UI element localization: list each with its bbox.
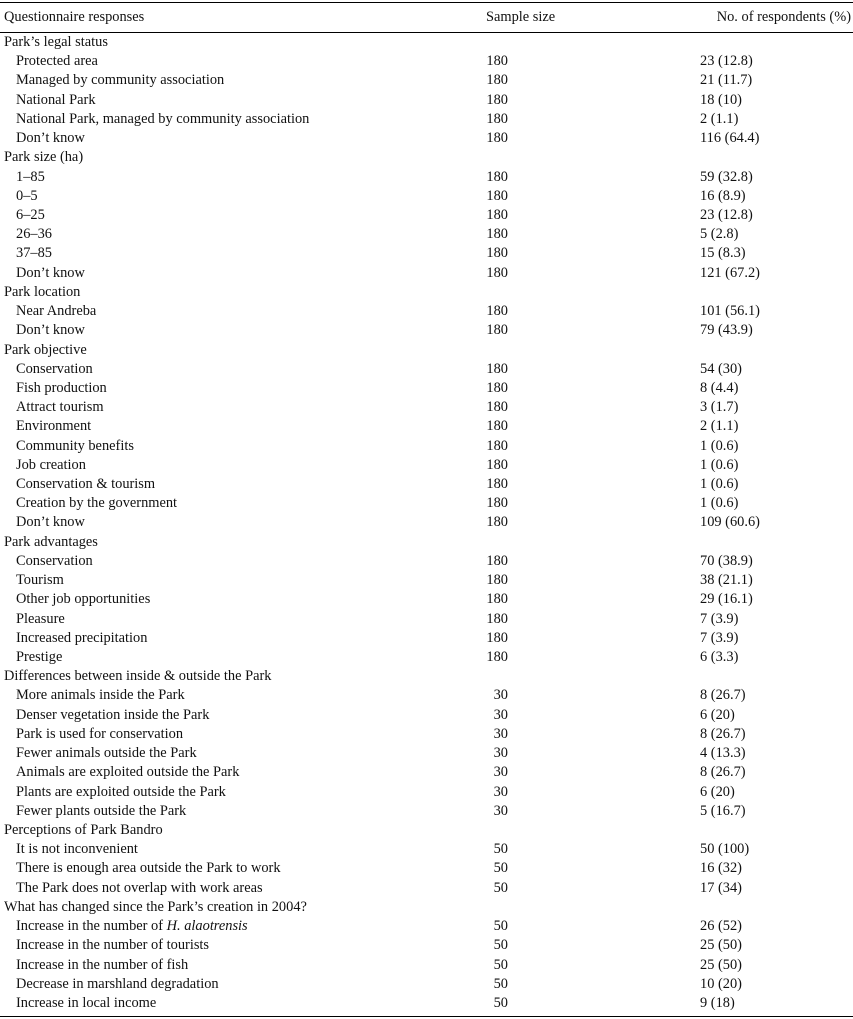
response-label xyxy=(16,513,85,532)
table-row xyxy=(0,917,853,936)
sample-size-cell: 180 xyxy=(486,130,508,147)
section-label xyxy=(4,898,307,917)
table-row xyxy=(0,725,853,744)
section-label xyxy=(4,148,83,167)
respondents-cell: 79 (43.9) xyxy=(700,322,753,339)
response-label-text: Increase in the number of tourists xyxy=(16,937,210,954)
response-label xyxy=(16,840,138,859)
table-row xyxy=(0,302,853,321)
response-label-text: Fish production xyxy=(16,379,107,396)
table-row xyxy=(0,187,853,206)
respondents-cell: 54 (30) xyxy=(700,360,742,377)
table-row xyxy=(0,206,853,225)
table-bottom-rule xyxy=(0,1016,853,1017)
sample-size-cell: 180 xyxy=(486,379,508,396)
respondents-cell: 15 (8.3) xyxy=(700,245,746,262)
respondents-cell: 25 (50) xyxy=(700,937,742,954)
response-label-text: National Park, managed by community association xyxy=(16,110,310,127)
section-label xyxy=(4,33,108,52)
sample-size-cell: 50 xyxy=(493,937,508,954)
sample-size-cell: 180 xyxy=(486,110,508,127)
respondents-cell: 1 (0.6) xyxy=(700,456,739,473)
response-label-text: Park objective xyxy=(4,341,87,358)
respondents-cell: 8 (26.7) xyxy=(700,764,746,781)
response-label xyxy=(16,379,107,398)
respondents-cell: 101 (56.1) xyxy=(700,303,760,320)
response-label-text: More animals inside the Park xyxy=(16,687,185,704)
section-header-row xyxy=(0,283,853,302)
response-label-text: Fewer plants outside the Park xyxy=(16,802,187,819)
response-label xyxy=(16,302,96,321)
response-label xyxy=(16,648,62,667)
respondents-cell: 6 (20) xyxy=(700,783,735,800)
sample-size-cell: 180 xyxy=(486,552,508,569)
table-top-rule xyxy=(0,2,853,3)
table-row xyxy=(0,610,853,629)
sample-size-cell: 50 xyxy=(493,841,508,858)
response-label-text: Don’t know xyxy=(16,264,85,281)
response-label xyxy=(16,264,85,283)
respondents-cell: 2 (1.1) xyxy=(700,418,739,435)
respondents-cell: 21 (11.7) xyxy=(700,72,753,89)
section-header-row xyxy=(0,33,853,52)
respondents-cell: 8 (26.7) xyxy=(700,725,746,742)
response-label xyxy=(16,552,93,571)
response-label xyxy=(16,802,186,821)
table-row xyxy=(0,879,853,898)
response-label-text: Perceptions of Park Bandro xyxy=(4,821,163,838)
table-row xyxy=(0,129,853,148)
sample-size-cell: 30 xyxy=(493,764,508,781)
response-label xyxy=(16,398,104,417)
response-label xyxy=(16,763,239,782)
respondents-cell: 121 (67.2) xyxy=(700,264,760,281)
table-row xyxy=(0,513,853,532)
respondents-cell: 29 (16.1) xyxy=(700,591,753,608)
table-row xyxy=(0,417,853,436)
response-label-text: Increase in the number of fish xyxy=(16,956,189,973)
sample-size-cell: 180 xyxy=(486,572,508,589)
response-label xyxy=(16,168,45,187)
table-row xyxy=(0,379,853,398)
table-row xyxy=(0,494,853,513)
response-label-text: Park advantages xyxy=(4,533,98,550)
sample-size-cell: 180 xyxy=(486,399,508,416)
table-row xyxy=(0,71,853,90)
sample-size-cell: 30 xyxy=(493,745,508,762)
response-label xyxy=(16,590,150,609)
table-row xyxy=(0,552,853,571)
response-label xyxy=(16,52,98,71)
response-label xyxy=(16,129,85,148)
response-label-text: Other job opportunities xyxy=(16,591,151,608)
respondents-cell: 6 (20) xyxy=(700,706,735,723)
table-row xyxy=(0,360,853,379)
response-label-text: The Park does not overlap with work areas xyxy=(16,879,263,896)
sample-size-cell: 180 xyxy=(486,187,508,204)
section-header-row xyxy=(0,148,853,167)
respondents-cell: 26 (52) xyxy=(700,918,742,935)
response-label xyxy=(16,360,93,379)
response-label-text: Environment xyxy=(16,418,92,435)
sample-size-cell: 180 xyxy=(486,245,508,262)
response-label-text: Don’t know xyxy=(16,514,85,531)
respondents-cell: 70 (38.9) xyxy=(700,552,753,569)
response-label xyxy=(16,686,185,705)
table-row xyxy=(0,994,853,1013)
response-label-text: Don’t know xyxy=(16,130,85,147)
response-label xyxy=(16,936,209,955)
response-label-text: Conservation xyxy=(16,552,93,569)
respondents-cell: 6 (3.3) xyxy=(700,649,739,665)
section-header-row xyxy=(0,533,853,552)
header-respondents: No. of respondents (%) xyxy=(716,9,851,25)
response-label xyxy=(16,917,248,936)
table-body xyxy=(0,33,853,1013)
respondents-cell: 1 (0.6) xyxy=(700,437,739,454)
respondents-cell: 18 (10) xyxy=(700,91,742,108)
species-name: H. alaotrensis xyxy=(166,918,248,935)
response-label-text: Fewer animals outside the Park xyxy=(16,745,197,762)
response-label xyxy=(16,706,209,725)
respondents-cell: 38 (21.1) xyxy=(700,572,753,589)
respondents-cell: 109 (60.6) xyxy=(700,514,760,531)
sample-size-cell: 50 xyxy=(493,918,508,935)
table-row xyxy=(0,91,853,110)
table-row xyxy=(0,168,853,187)
response-label-text: 6–25 xyxy=(16,206,45,223)
table-row xyxy=(0,763,853,782)
sample-size-cell: 180 xyxy=(486,476,508,493)
response-label-text: Creation by the government xyxy=(16,495,178,512)
table-row xyxy=(0,686,853,705)
table-row xyxy=(0,975,853,994)
header-questionnaire-responses: Questionnaire responses xyxy=(4,9,145,25)
response-label-text: Park location xyxy=(4,283,81,300)
response-label-text: 37–85 xyxy=(16,245,52,262)
response-label-text: Attract tourism xyxy=(16,399,104,416)
section-header-row xyxy=(0,898,853,917)
response-label-text: Managed by community association xyxy=(16,72,225,89)
response-label-text: Park is used for conservation xyxy=(16,725,184,742)
response-label xyxy=(16,244,52,263)
response-label-text: Denser vegetation inside the Park xyxy=(16,706,210,723)
response-label xyxy=(16,494,177,513)
table-row xyxy=(0,110,853,129)
respondents-cell: 4 (13.3) xyxy=(700,745,746,762)
table-row xyxy=(0,956,853,975)
response-label-text: Plants are exploited outside the Park xyxy=(16,783,226,800)
section-header-row xyxy=(0,821,853,840)
respondents-cell: 50 (100) xyxy=(700,841,750,858)
sample-size-cell: 50 xyxy=(493,860,508,877)
header-sample-size: Sample size xyxy=(486,9,556,25)
table-row xyxy=(0,398,853,417)
sample-size-cell: 180 xyxy=(486,437,508,454)
response-label-text: What has changed since the Park’s creation in 2004? xyxy=(4,898,307,915)
response-label-text: Differences between inside & outside the Park xyxy=(4,668,272,685)
sample-size-cell: 180 xyxy=(486,226,508,243)
response-label xyxy=(16,994,156,1013)
respondents-cell: 23 (12.8) xyxy=(700,53,753,70)
response-label-text: National Park xyxy=(16,91,96,108)
response-label xyxy=(16,610,65,629)
sample-size-cell: 180 xyxy=(486,629,508,646)
sample-size-cell: 180 xyxy=(486,72,508,89)
respondents-cell: 2 (1.1) xyxy=(700,110,739,127)
table-row xyxy=(0,571,853,590)
sample-size-cell: 180 xyxy=(486,264,508,281)
response-label-text: 0–5 xyxy=(16,187,38,204)
response-label-text: Decrease in marshland degradation xyxy=(16,975,219,992)
response-label-text: 26–36 xyxy=(16,226,52,243)
sample-size-cell: 50 xyxy=(493,879,508,896)
respondents-cell: 16 (8.9) xyxy=(700,187,746,204)
response-label xyxy=(16,417,91,436)
sample-size-cell: 30 xyxy=(493,725,508,742)
response-label xyxy=(16,225,52,244)
table-row xyxy=(0,859,853,878)
respondents-cell: 116 (64.4) xyxy=(700,130,760,147)
section-label xyxy=(4,283,80,302)
section-header-row xyxy=(0,341,853,360)
respondents-cell: 7 (3.9) xyxy=(700,629,739,646)
respondents-cell: 9 (18) xyxy=(700,994,735,1011)
response-label xyxy=(16,725,183,744)
sample-size-cell: 30 xyxy=(493,706,508,723)
response-label xyxy=(16,71,224,90)
response-label-text: Near Andreba xyxy=(16,303,97,320)
response-label xyxy=(16,91,96,110)
sample-size-cell: 180 xyxy=(486,303,508,320)
response-label-text: Tourism xyxy=(16,572,64,589)
respondents-cell: 5 (16.7) xyxy=(700,802,746,819)
section-label xyxy=(4,533,98,552)
table-row xyxy=(0,264,853,283)
response-label-text: Community benefits xyxy=(16,437,134,454)
sample-size-cell: 180 xyxy=(486,91,508,108)
respondents-cell: 5 (2.8) xyxy=(700,226,739,243)
table-row xyxy=(0,321,853,340)
sample-size-cell: 30 xyxy=(493,687,508,704)
response-label-text: Increase in the number of xyxy=(16,918,167,935)
response-label-text: Conservation xyxy=(16,360,93,377)
respondents-cell: 25 (50) xyxy=(700,956,742,973)
sample-size-cell: 180 xyxy=(486,168,508,185)
response-label-text: Protected area xyxy=(16,53,98,70)
response-label xyxy=(16,744,197,763)
table-row xyxy=(0,52,853,71)
respondents-cell: 7 (3.9) xyxy=(700,610,739,627)
response-label-text: 1–85 xyxy=(16,168,45,185)
response-label xyxy=(16,475,155,494)
table-row xyxy=(0,744,853,763)
response-label xyxy=(16,206,45,225)
sample-size-cell: 180 xyxy=(486,610,508,627)
response-label xyxy=(16,456,86,475)
table-row xyxy=(0,629,853,648)
respondents-cell: 59 (32.8) xyxy=(700,168,753,185)
respondents-cell: 23 (12.8) xyxy=(700,206,753,223)
table-row xyxy=(0,936,853,955)
respondents-cell: 16 (32) xyxy=(700,860,742,877)
respondents-cell: 8 (26.7) xyxy=(700,687,746,704)
table-row xyxy=(0,648,853,667)
sample-size-cell: 50 xyxy=(493,956,508,973)
response-label-text: Conservation & tourism xyxy=(16,476,156,493)
sample-size-cell: 180 xyxy=(486,495,508,512)
respondents-cell: 1 (0.6) xyxy=(700,476,739,493)
response-label xyxy=(16,187,38,206)
response-label xyxy=(16,571,64,590)
sample-size-cell: 50 xyxy=(493,994,508,1011)
response-label-text: Park size (ha) xyxy=(4,149,84,166)
sample-size-cell: 180 xyxy=(486,53,508,70)
sample-size-cell: 180 xyxy=(486,206,508,223)
table-row xyxy=(0,225,853,244)
response-label-text: Job creation xyxy=(16,456,86,473)
respondents-cell: 8 (4.4) xyxy=(700,379,739,396)
response-label xyxy=(16,859,281,878)
sample-size-cell: 180 xyxy=(486,456,508,473)
sample-size-cell: 180 xyxy=(486,591,508,608)
response-label-text: Increase in local income xyxy=(16,994,157,1011)
response-label-text: Increased precipitation xyxy=(16,629,148,646)
sample-size-cell: 180 xyxy=(486,322,508,339)
response-label xyxy=(16,629,147,648)
table-row xyxy=(0,590,853,609)
response-label xyxy=(16,879,263,898)
response-label-text: Don’t know xyxy=(16,322,85,339)
response-label-text: Animals are exploited outside the Park xyxy=(16,764,240,781)
response-label-text: Prestige xyxy=(16,649,63,665)
table-row xyxy=(0,475,853,494)
table-row xyxy=(0,706,853,725)
sample-size-cell: 180 xyxy=(486,514,508,531)
sample-size-cell: 50 xyxy=(493,975,508,992)
section-header-row xyxy=(0,667,853,686)
table-row xyxy=(0,437,853,456)
response-label-text: It is not inconvenient xyxy=(16,841,138,858)
sample-size-cell: 30 xyxy=(493,783,508,800)
sample-size-cell: 30 xyxy=(493,802,508,819)
section-label xyxy=(4,341,87,360)
respondents-cell: 1 (0.6) xyxy=(700,495,739,512)
sample-size-cell: 180 xyxy=(486,418,508,435)
response-label-text: Pleasure xyxy=(16,610,65,627)
response-label xyxy=(16,321,85,340)
sample-size-cell: 180 xyxy=(486,649,508,665)
sample-size-cell: 180 xyxy=(486,360,508,377)
table-row xyxy=(0,783,853,802)
section-label xyxy=(4,821,163,840)
table-row xyxy=(0,840,853,859)
section-label xyxy=(4,667,271,686)
response-label xyxy=(16,975,219,994)
table-row xyxy=(0,802,853,821)
response-label xyxy=(16,437,134,456)
respondents-cell: 17 (34) xyxy=(700,879,742,896)
response-label-text: Park’s legal status xyxy=(4,34,108,50)
respondents-cell: 10 (20) xyxy=(700,975,742,992)
response-label-text: There is enough area outside the Park to work xyxy=(16,860,281,877)
respondents-cell: 3 (1.7) xyxy=(700,399,739,416)
response-label xyxy=(16,956,188,975)
table-row xyxy=(0,244,853,263)
response-label xyxy=(16,783,226,802)
response-label xyxy=(16,110,309,129)
table-row xyxy=(0,456,853,475)
